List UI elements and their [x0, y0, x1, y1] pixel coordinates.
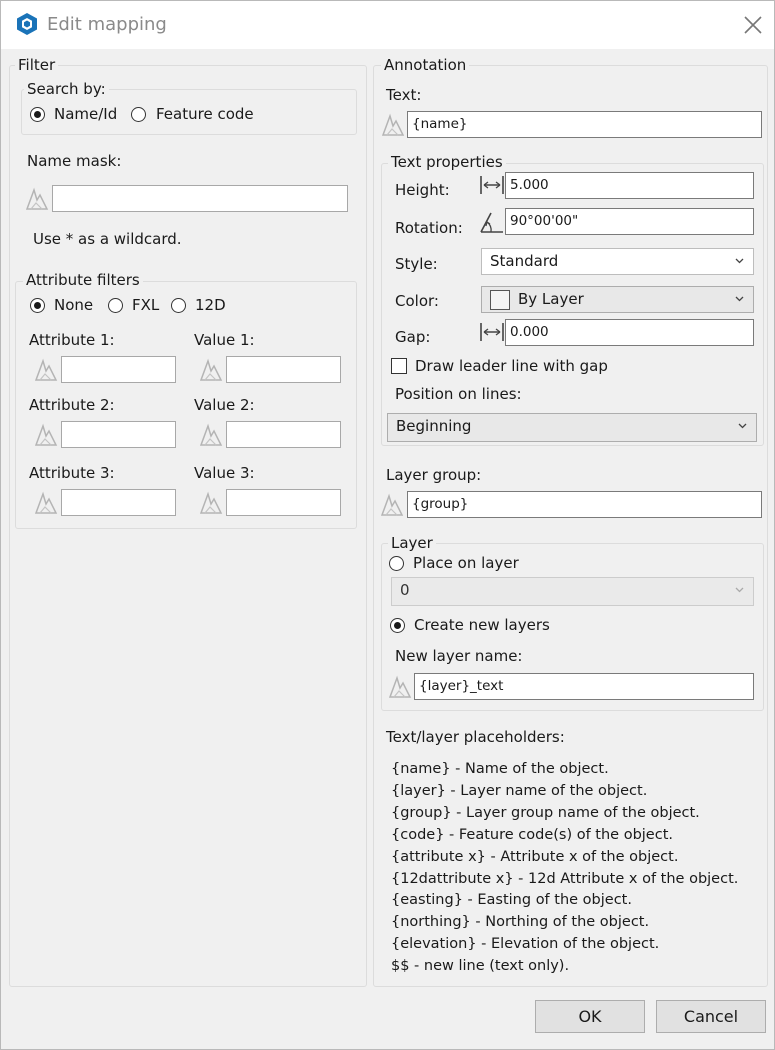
angle-icon: [479, 210, 505, 234]
position-on-lines-value: Beginning: [396, 417, 472, 435]
place-on-layer-value: 0: [400, 581, 410, 599]
expression-builder-icon[interactable]: [33, 422, 59, 448]
list-item: {name} - Name of the object.: [391, 761, 609, 777]
style-value: Standard: [490, 252, 559, 270]
expression-builder-icon[interactable]: [24, 186, 50, 212]
layer-group-input[interactable]: {group}: [407, 491, 762, 518]
expression-builder-icon[interactable]: [387, 674, 413, 700]
value-2-input[interactable]: [226, 421, 341, 448]
expression-builder-icon[interactable]: [379, 492, 405, 518]
attribute-1-input[interactable]: [61, 356, 176, 383]
annotation-legend: Annotation: [381, 56, 469, 74]
position-on-lines-select[interactable]: [387, 413, 757, 442]
list-item: {elevation} - Elevation of the object.: [391, 936, 660, 953]
annotation-text-input[interactable]: {name}: [407, 111, 762, 138]
chevron-down-icon: [734, 293, 745, 304]
attribute-2-input[interactable]: [61, 421, 176, 448]
cancel-button[interactable]: Cancel: [656, 1000, 766, 1033]
layer-group-label: Layer group:: [386, 466, 482, 484]
value-3-input[interactable]: [226, 489, 341, 516]
filter-legend: Filter: [15, 56, 58, 74]
color-label: Color:: [395, 292, 439, 310]
cube-logo-icon: [15, 12, 39, 36]
place-on-layer-select[interactable]: [391, 577, 754, 606]
attribute-3-label: Attribute 3:: [29, 464, 115, 482]
attr-none-label: None: [54, 296, 94, 314]
attr-12d-label: 12D: [195, 296, 226, 314]
value-1-input[interactable]: [226, 356, 341, 383]
height-label: Height:: [395, 181, 450, 199]
rotation-input[interactable]: 90°00'00": [505, 208, 754, 235]
placeholders-list: [391, 759, 738, 978]
wildcard-hint: Use * as a wildcard.: [33, 230, 182, 248]
list-item: {easting} - Easting of the object.: [391, 892, 632, 909]
style-select[interactable]: [481, 248, 754, 275]
value-2-label: Value 2:: [194, 396, 255, 414]
list-item: {12dattribute x} - 12d Attribute x of the object.: [391, 870, 739, 887]
value-1-label: Value 1:: [194, 331, 255, 349]
value-3-label: Value 3:: [194, 464, 255, 482]
attr-fxl-radio[interactable]: [108, 298, 123, 313]
chevron-down-icon: [734, 584, 745, 595]
ok-button[interactable]: OK: [535, 1000, 645, 1033]
gap-label: Gap:: [395, 328, 431, 346]
name-id-label: Name/Id: [54, 105, 118, 123]
window-title: Edit mapping: [47, 14, 167, 35]
color-swatch: [490, 290, 510, 310]
create-new-layers-radio[interactable]: [390, 618, 405, 633]
text-properties-legend: Text properties: [388, 153, 506, 171]
rotation-label: Rotation:: [395, 219, 463, 237]
layer-legend: Layer: [388, 534, 436, 552]
new-layer-name-label: New layer name:: [395, 647, 523, 665]
color-value: By Layer: [518, 290, 584, 308]
attribute-3-input[interactable]: [61, 489, 176, 516]
placeholders-title: Text/layer placeholders:: [386, 728, 565, 746]
feature-code-radio[interactable]: [131, 107, 146, 122]
attribute-1-label: Attribute 1:: [29, 331, 115, 349]
color-select[interactable]: [481, 286, 754, 313]
expression-builder-icon[interactable]: [198, 357, 224, 383]
style-label: Style:: [395, 255, 438, 273]
expression-builder-icon[interactable]: [380, 112, 406, 138]
attr-none-radio[interactable]: [30, 298, 45, 313]
close-button[interactable]: [738, 11, 768, 39]
text-label: Text:: [386, 86, 422, 104]
expression-builder-icon[interactable]: [33, 490, 59, 516]
close-icon: [744, 16, 762, 34]
gap-input[interactable]: 0.000: [505, 319, 754, 346]
list-item: {northing} - Northing of the object.: [391, 914, 650, 931]
list-item: {attribute x} - Attribute x of the object.: [391, 848, 679, 865]
title-bar: [1, 1, 774, 49]
attr-fxl-label: FXL: [132, 296, 160, 314]
create-new-layers-label: Create new layers: [414, 616, 550, 634]
dimension-icon: [479, 173, 505, 197]
list-item: {group} - Layer group name of the object.: [391, 804, 700, 821]
name-mask-label: Name mask:: [27, 152, 122, 170]
expression-builder-icon[interactable]: [33, 357, 59, 383]
new-layer-name-input[interactable]: {layer}_text: [414, 673, 754, 700]
feature-code-label: Feature code: [156, 105, 254, 123]
attr-12d-radio[interactable]: [171, 298, 186, 313]
chevron-down-icon: [734, 255, 745, 266]
chevron-down-icon: [737, 420, 748, 431]
search-by-label: Search by:: [24, 80, 109, 98]
place-on-layer-radio[interactable]: [389, 556, 404, 571]
dimension-icon: [479, 320, 505, 344]
leader-line-label: Draw leader line with gap: [415, 357, 608, 375]
place-on-layer-label: Place on layer: [413, 554, 519, 572]
attribute-2-label: Attribute 2:: [29, 396, 115, 414]
position-on-lines-label: Position on lines:: [395, 385, 522, 403]
expression-builder-icon[interactable]: [198, 422, 224, 448]
expression-builder-icon[interactable]: [198, 490, 224, 516]
attribute-filters-legend: Attribute filters: [23, 271, 143, 289]
name-id-radio[interactable]: [30, 107, 45, 122]
leader-line-checkbox[interactable]: [391, 358, 407, 374]
name-mask-input[interactable]: [52, 185, 348, 212]
height-input[interactable]: 5.000: [505, 172, 754, 199]
list-item: $$ - new line (text only).: [391, 958, 570, 975]
list-item: {code} - Feature code(s) of the object.: [391, 826, 673, 843]
list-item: {layer} - Layer name of the object.: [391, 782, 648, 799]
